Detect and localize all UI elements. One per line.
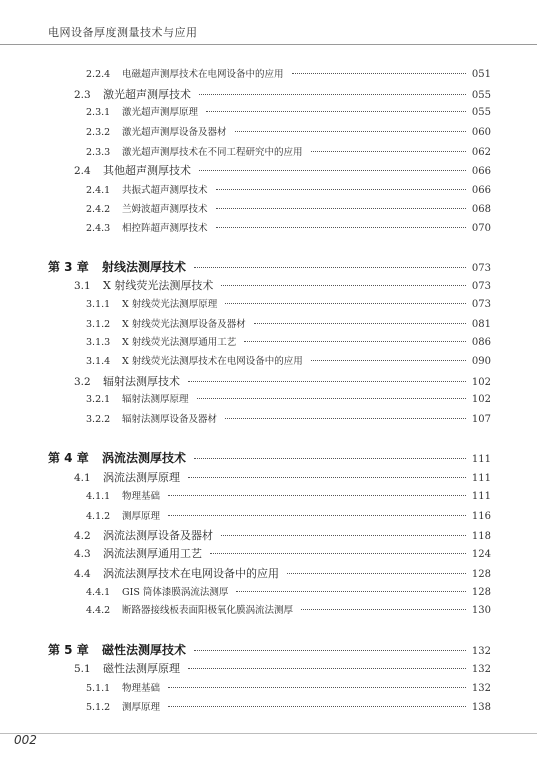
- toc-entry-page: 132: [471, 646, 491, 657]
- toc-entry-title: 相控阵超声测厚技术: [122, 223, 208, 234]
- toc-entry-number: 第 3 章: [48, 260, 89, 274]
- toc-entry-number: 4.1.2: [86, 511, 111, 522]
- toc-entry-title: X 射线荧光法测厚原理: [122, 299, 218, 310]
- toc-dot-leader: [194, 650, 466, 651]
- toc-entry-number: 2.3.2: [86, 127, 111, 138]
- toc-section-entry[interactable]: [86, 144, 491, 160]
- toc-entry-title: 物理基础: [122, 491, 161, 502]
- toc-entry-number: 4.4: [74, 568, 91, 580]
- toc-entry-page: 132: [471, 683, 491, 694]
- toc-entry-title: GIS 筒体漆膜涡流法测厚: [122, 587, 229, 598]
- page-number: 002: [14, 733, 37, 747]
- toc-entry-page: 102: [471, 394, 491, 405]
- toc-entry-page: 070: [471, 223, 491, 234]
- toc-dot-leader: [168, 706, 466, 707]
- toc-entry-page: 060: [471, 127, 491, 138]
- toc-entry-page: 107: [471, 414, 491, 425]
- toc-entry-number: 3.1.2: [86, 319, 111, 330]
- toc-entry-number: 3.1: [74, 280, 91, 292]
- toc-dot-leader: [225, 303, 466, 304]
- toc-dot-leader: [221, 535, 466, 536]
- toc-entry-title: X 射线荧光法测厚通用工艺: [122, 337, 237, 348]
- toc-entry-number: 2.4.3: [86, 223, 111, 234]
- toc-dot-leader: [168, 515, 466, 516]
- toc-dot-leader: [197, 398, 466, 399]
- toc-entry-title: 磁性法测厚原理: [103, 662, 180, 675]
- toc-entry-page: 111: [471, 473, 491, 484]
- toc-section-entry[interactable]: [86, 66, 491, 82]
- toc-dot-leader: [221, 285, 466, 286]
- toc-section-entry[interactable]: [74, 527, 491, 543]
- toc-entry-number: 4.1.1: [86, 491, 111, 502]
- toc-entry-title: 激光超声测厚设备及器材: [122, 127, 227, 138]
- toc-section-entry[interactable]: [74, 469, 491, 485]
- toc-entry-number: 4.4.2: [86, 605, 111, 616]
- toc-entry-page: 116: [471, 511, 491, 522]
- toc-dot-leader: [225, 418, 466, 419]
- toc-entry-number: 5.1: [74, 663, 91, 675]
- toc-entry-title: 磁性法测厚技术: [102, 643, 187, 657]
- toc-entry-page: 062: [471, 147, 491, 158]
- toc-entry-page: 090: [471, 356, 491, 367]
- toc-dot-leader: [311, 360, 466, 361]
- toc-dot-leader: [216, 227, 466, 228]
- toc-entry-page: 102: [471, 377, 491, 388]
- toc-dot-leader: [194, 458, 466, 459]
- toc-entry-title: 涡流法测厚技术在电网设备中的应用: [103, 567, 279, 580]
- toc-entry-page: 138: [471, 702, 491, 713]
- toc-section-entry[interactable]: [86, 296, 491, 312]
- toc-entry-title: 涡流法测厚通用工艺: [103, 547, 202, 560]
- toc-entry-page: 068: [471, 204, 491, 215]
- toc-entry-page: 055: [471, 90, 491, 101]
- toc-dot-leader: [210, 553, 466, 554]
- toc-section-entry[interactable]: [74, 565, 491, 581]
- toc-entry-number: 第 4 章: [48, 451, 89, 465]
- footer-divider: [0, 733, 537, 734]
- toc-section-entry[interactable]: [74, 162, 491, 178]
- toc-section-entry[interactable]: [86, 680, 491, 696]
- toc-entry-page: 124: [471, 549, 491, 560]
- toc-entry-number: 3.1.3: [86, 337, 111, 348]
- toc-entry-number: 4.1: [74, 472, 91, 484]
- toc-entry-title: X 射线荧光法测厚技术: [103, 279, 214, 292]
- toc-entry-title: 断路器接线板表面阳极氧化膜涡流法测厚: [122, 605, 294, 616]
- toc-entry-title: 物理基础: [122, 683, 161, 694]
- toc-entry-number: 5.1.2: [86, 702, 111, 713]
- toc-entry-page: 086: [471, 337, 491, 348]
- toc-entry-title: X 射线荧光法测厚技术在电网设备中的应用: [122, 356, 303, 367]
- toc-dot-leader: [168, 687, 466, 688]
- toc-section-entry[interactable]: [86, 699, 491, 715]
- toc-dot-leader: [311, 151, 466, 152]
- toc-dot-leader: [188, 381, 466, 382]
- toc-entry-number: 3.2: [74, 376, 91, 388]
- toc-entry-number: 2.4: [74, 165, 91, 177]
- toc-section-entry[interactable]: [86, 220, 491, 236]
- toc-section-entry[interactable]: [74, 277, 491, 293]
- toc-entry-number: 2.4.1: [86, 185, 111, 196]
- toc-entry-number: 3.1.4: [86, 356, 111, 367]
- toc-entry-number: 2.3.1: [86, 107, 111, 118]
- toc-entry-title: 共振式超声测厚技术: [122, 185, 208, 196]
- toc-section-entry[interactable]: [74, 660, 491, 676]
- toc-entry-number: 2.3.3: [86, 147, 111, 158]
- toc-dot-leader: [206, 111, 466, 112]
- toc-entry-number: 2.4.2: [86, 204, 111, 215]
- toc-entry-title: 涡流法测厚原理: [103, 471, 180, 484]
- toc-dot-leader: [292, 73, 466, 74]
- toc-entry-title: 涡流法测厚技术: [102, 451, 187, 465]
- toc-section-entry[interactable]: [86, 391, 491, 407]
- toc-entry-page: 073: [471, 281, 491, 292]
- toc-entry-page: 132: [471, 664, 491, 675]
- toc-entry-page: 128: [471, 569, 491, 580]
- toc-entry-page: 130: [471, 605, 491, 616]
- toc-entry-number: 3.2.1: [86, 394, 111, 405]
- toc-dot-leader: [168, 495, 466, 496]
- toc-section-entry[interactable]: [74, 86, 491, 102]
- book-title: 电网设备厚度测量技术与应用: [48, 26, 198, 39]
- toc-entry-title: 激光超声测厚原理: [122, 107, 199, 118]
- toc-section-entry[interactable]: [86, 201, 491, 217]
- toc-entry-title: 辐射法测厚技术: [103, 375, 180, 388]
- toc-entry-number: 3.1.1: [86, 299, 111, 310]
- toc-entry-title: 测厚原理: [122, 511, 161, 522]
- toc-entry-page: 111: [471, 491, 491, 502]
- toc-dot-leader: [236, 591, 466, 592]
- toc-entry-number: 2.2.4: [86, 69, 111, 80]
- toc-entry-number: 2.3: [74, 89, 91, 101]
- toc-section-entry[interactable]: [86, 508, 491, 524]
- toc-section-entry[interactable]: [86, 182, 491, 198]
- toc-entry-number: 第 5 章: [48, 643, 89, 657]
- toc-section-entry[interactable]: [86, 124, 491, 140]
- toc-entry-page: 111: [471, 454, 491, 465]
- toc-entry-title: 辐射法测厚原理: [122, 394, 189, 405]
- toc-entry-title: 兰姆波超声测厚技术: [122, 204, 208, 215]
- toc-entry-page: 118: [471, 531, 491, 542]
- toc-entry-title: 电磁超声测厚技术在电网设备中的应用: [122, 69, 284, 80]
- toc-entry-number: 5.1.1: [86, 683, 111, 694]
- toc-dot-leader: [216, 189, 466, 190]
- toc-section-entry[interactable]: [86, 353, 491, 369]
- toc-dot-leader: [188, 477, 466, 478]
- toc-dot-leader: [216, 208, 466, 209]
- toc-entry-title: X 射线荧光法测厚设备及器材: [122, 319, 246, 330]
- toc-section-entry[interactable]: [86, 334, 491, 350]
- toc-entry-title: 辐射法测厚设备及器材: [122, 414, 218, 425]
- toc-section-entry[interactable]: [74, 373, 491, 389]
- toc-entry-page: 055: [471, 107, 491, 118]
- toc-entry-page: 081: [471, 319, 491, 330]
- toc-dot-leader: [244, 341, 466, 342]
- toc-dot-leader: [188, 668, 466, 669]
- toc-section-entry[interactable]: [86, 602, 491, 618]
- toc-dot-leader: [287, 573, 466, 574]
- toc-section-entry[interactable]: [86, 104, 491, 120]
- toc-entry-page: 066: [471, 166, 491, 177]
- toc-section-entry[interactable]: [86, 411, 491, 427]
- toc-entry-title: 激光超声测厚技术: [103, 88, 191, 101]
- toc-dot-leader: [235, 131, 466, 132]
- toc-entry-page: 073: [471, 299, 491, 310]
- toc-section-entry[interactable]: [86, 488, 491, 504]
- toc-section-entry[interactable]: [86, 584, 491, 600]
- toc-entry-title: 测厚原理: [122, 702, 161, 713]
- toc-entry-number: 3.2.2: [86, 414, 111, 425]
- toc-dot-leader: [199, 94, 466, 95]
- toc-chapter-entry[interactable]: [48, 258, 491, 274]
- toc-entry-number: 4.4.1: [86, 587, 111, 598]
- running-header: [0, 0, 537, 45]
- toc-chapter-entry[interactable]: [48, 641, 491, 657]
- toc-dot-leader: [194, 267, 466, 268]
- toc-entry-page: 066: [471, 185, 491, 196]
- toc-section-entry[interactable]: [74, 545, 491, 561]
- toc-entry-title: 射线法测厚技术: [102, 260, 187, 274]
- toc-entry-title: 激光超声测厚技术在不同工程研究中的应用: [122, 147, 303, 158]
- toc-dot-leader: [301, 609, 466, 610]
- toc-entry-title: 涡流法测厚设备及器材: [103, 529, 213, 542]
- toc-section-entry[interactable]: [86, 316, 491, 332]
- toc-chapter-entry[interactable]: [48, 449, 491, 465]
- toc-entry-page: 073: [471, 263, 491, 274]
- toc-entry-page: 051: [471, 69, 491, 80]
- toc-entry-number: 4.3: [74, 548, 91, 560]
- toc-entry-page: 128: [471, 587, 491, 598]
- toc-dot-leader: [254, 323, 466, 324]
- toc-dot-leader: [199, 170, 466, 171]
- toc-entry-title: 其他超声测厚技术: [103, 164, 191, 177]
- toc-entry-number: 4.2: [74, 530, 91, 542]
